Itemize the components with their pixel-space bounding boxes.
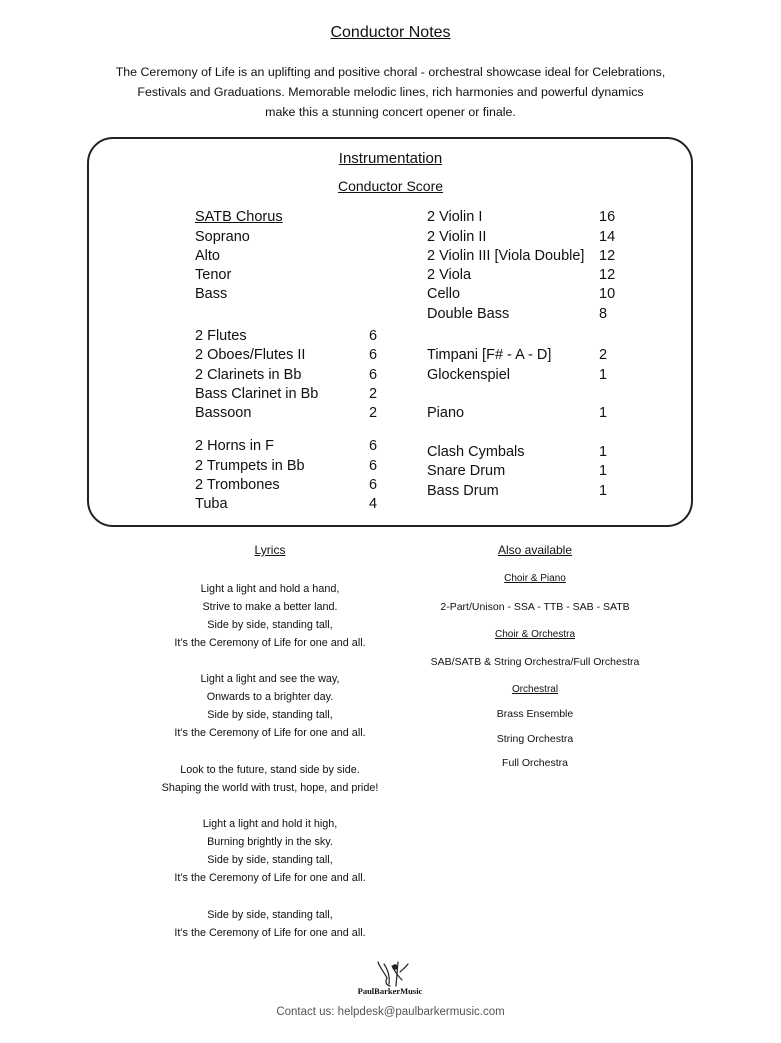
instrument-row (195, 366, 378, 385)
lyric-line: Side by side, standing tall, (207, 909, 333, 921)
instrument-row (195, 327, 378, 346)
instrument-count: 6 (369, 328, 378, 344)
instrument-name: 2 Viola (427, 267, 472, 283)
instrument-count: 12 (599, 267, 616, 283)
instrument-name: 2 Violin I (427, 209, 483, 225)
instrument-name: Double Bass (427, 306, 510, 322)
instrument-row (427, 285, 616, 304)
lyric-line: Side by side, standing tall, (207, 854, 333, 866)
instrument-name: Alto (195, 248, 220, 264)
instrument-row (427, 266, 616, 285)
instrument-row (195, 208, 283, 227)
instrument-name: Tuba (195, 496, 228, 512)
instrument-name: SATB Chorus (195, 209, 283, 225)
instrument-name: Soprano (195, 229, 250, 245)
instrument-name: 2 Trumpets in Bb (195, 458, 305, 474)
instrument-count: 12 (599, 248, 616, 264)
instrument-row (427, 305, 608, 324)
instrument-name: Clash Cymbals (427, 444, 525, 460)
instrument-row (195, 457, 378, 476)
instrument-name: 2 Violin II (427, 229, 487, 245)
logo-text: PaulBarkerMusic (357, 986, 423, 996)
intro-paragraph (80, 62, 701, 122)
instrument-row (195, 404, 378, 423)
instrument-count: 4 (369, 496, 378, 512)
instrument-name: Bass (195, 286, 228, 302)
lyric-line: It’s the Ceremony of Life for one and all. (174, 727, 366, 739)
lyric-line: It’s the Ceremony of Life for one and all. (174, 927, 366, 939)
intro-line: Festivals and Graduations. Memorable melodic lines, rich harmonies and powerful dynamics (137, 85, 644, 99)
also-available-item: Brass Ensemble (496, 708, 574, 720)
instrument-row (427, 228, 616, 247)
contact-line: Contact us: helpdesk@paulbarkermusic.com (276, 1006, 505, 1018)
intro-line: The Ceremony of Life is an uplifting and positive choral - orchestral showcase ideal for Celebrations, (115, 65, 666, 79)
instrument-row (427, 247, 616, 266)
instrument-count: 6 (369, 367, 378, 383)
intro-line: make this a stunning concert opener or finale. (265, 105, 516, 119)
instrument-count: 8 (599, 306, 608, 322)
lyric-line: Light a light and hold a hand, (200, 583, 340, 595)
also-available-item: 2-Part/Unison - SSA - TTB - SAB - SATB (440, 601, 630, 613)
instrument-name: Timpani [F# - A - D] (427, 347, 552, 363)
also-available-category: Choir & Piano (504, 573, 566, 584)
instrument-count: 14 (599, 229, 616, 245)
instrument-row (195, 476, 378, 495)
lyric-line: Side by side, standing tall, (207, 709, 333, 721)
lyric-line: Onwards to a brighter day. (206, 691, 334, 703)
page-title: Conductor Notes (330, 24, 451, 41)
lyric-line: It’s the Ceremony of Life for one and all. (174, 637, 366, 649)
instrument-count: 1 (599, 444, 608, 460)
instrument-count: 2 (599, 347, 608, 363)
instrument-count: 10 (599, 286, 616, 302)
instrument-name: 2 Oboes/Flutes II (195, 347, 306, 363)
instrument-row (195, 247, 220, 266)
instrument-count: 1 (599, 367, 608, 383)
instrument-count: 6 (369, 438, 378, 454)
instrument-count: 1 (599, 405, 608, 421)
instrument-name: Tenor (195, 267, 232, 283)
instrument-row (427, 462, 608, 481)
instrument-count: 1 (599, 483, 608, 499)
also-available-item: SAB/SATB & String Orchestra/Full Orchestra (430, 656, 640, 668)
lyric-line: Light a light and see the way, (200, 673, 340, 685)
instrumentation-heading: Instrumentation (338, 150, 443, 167)
instrument-row (195, 285, 227, 304)
instrument-name: Bass Drum (427, 483, 499, 499)
instrument-row (195, 228, 250, 247)
also-available-item: Full Orchestra (502, 757, 568, 769)
lyric-line: It’s the Ceremony of Life for one and all. (174, 872, 366, 884)
instrument-name: Cello (427, 286, 461, 302)
also-available-item: String Orchestra (496, 733, 574, 745)
instrument-row (427, 404, 608, 423)
lyric-line: Side by side, standing tall, (207, 619, 333, 631)
instrument-row (427, 443, 608, 462)
instrument-name: Piano (427, 405, 465, 421)
instrument-row (427, 208, 616, 227)
also-available-heading: Also available (497, 543, 573, 557)
instrument-name: 2 Horns in F (195, 438, 274, 454)
instrument-name: 2 Trombones (195, 477, 280, 493)
instrument-name: Glockenspiel (427, 367, 511, 383)
instrument-name: Snare Drum (427, 463, 506, 479)
instrument-name: 2 Clarinets in Bb (195, 367, 302, 383)
conductor-score-subheading: Conductor Score (337, 178, 444, 194)
lyrics-heading: Lyrics (254, 543, 286, 557)
lyric-line: Burning brightly in the sky. (207, 836, 333, 848)
lyric-line: Look to the future, stand side by side. (180, 764, 360, 776)
lyric-line: Light a light and hold it high, (202, 818, 338, 830)
instrument-count: 1 (599, 463, 608, 479)
instrument-count: 2 (369, 405, 378, 421)
instrument-row (427, 366, 608, 385)
instrument-row (195, 495, 378, 514)
also-available-category: Choir & Orchestra (494, 629, 576, 640)
instrument-count: 16 (599, 209, 616, 225)
instrument-name: 2 Violin III [Viola Double] (427, 248, 585, 264)
instrument-count: 6 (369, 347, 378, 363)
lyric-line: Strive to make a better land. (202, 601, 338, 613)
instrument-row (195, 437, 378, 456)
instrument-row (195, 266, 231, 285)
instrument-row (195, 385, 378, 404)
instrument-count: 2 (369, 386, 378, 402)
lyric-line: Shaping the world with trust, hope, and pride! (161, 782, 379, 794)
instrument-count: 6 (369, 477, 378, 493)
instrument-count: 6 (369, 458, 378, 474)
instrument-name: Bassoon (195, 405, 252, 421)
instrument-name: Bass Clarinet in Bb (195, 386, 319, 402)
also-available-category: Orchestral (511, 684, 559, 695)
instrument-row (427, 482, 608, 501)
instrument-row (427, 346, 608, 365)
instrument-row (195, 346, 378, 365)
instrument-name: 2 Flutes (195, 328, 247, 344)
